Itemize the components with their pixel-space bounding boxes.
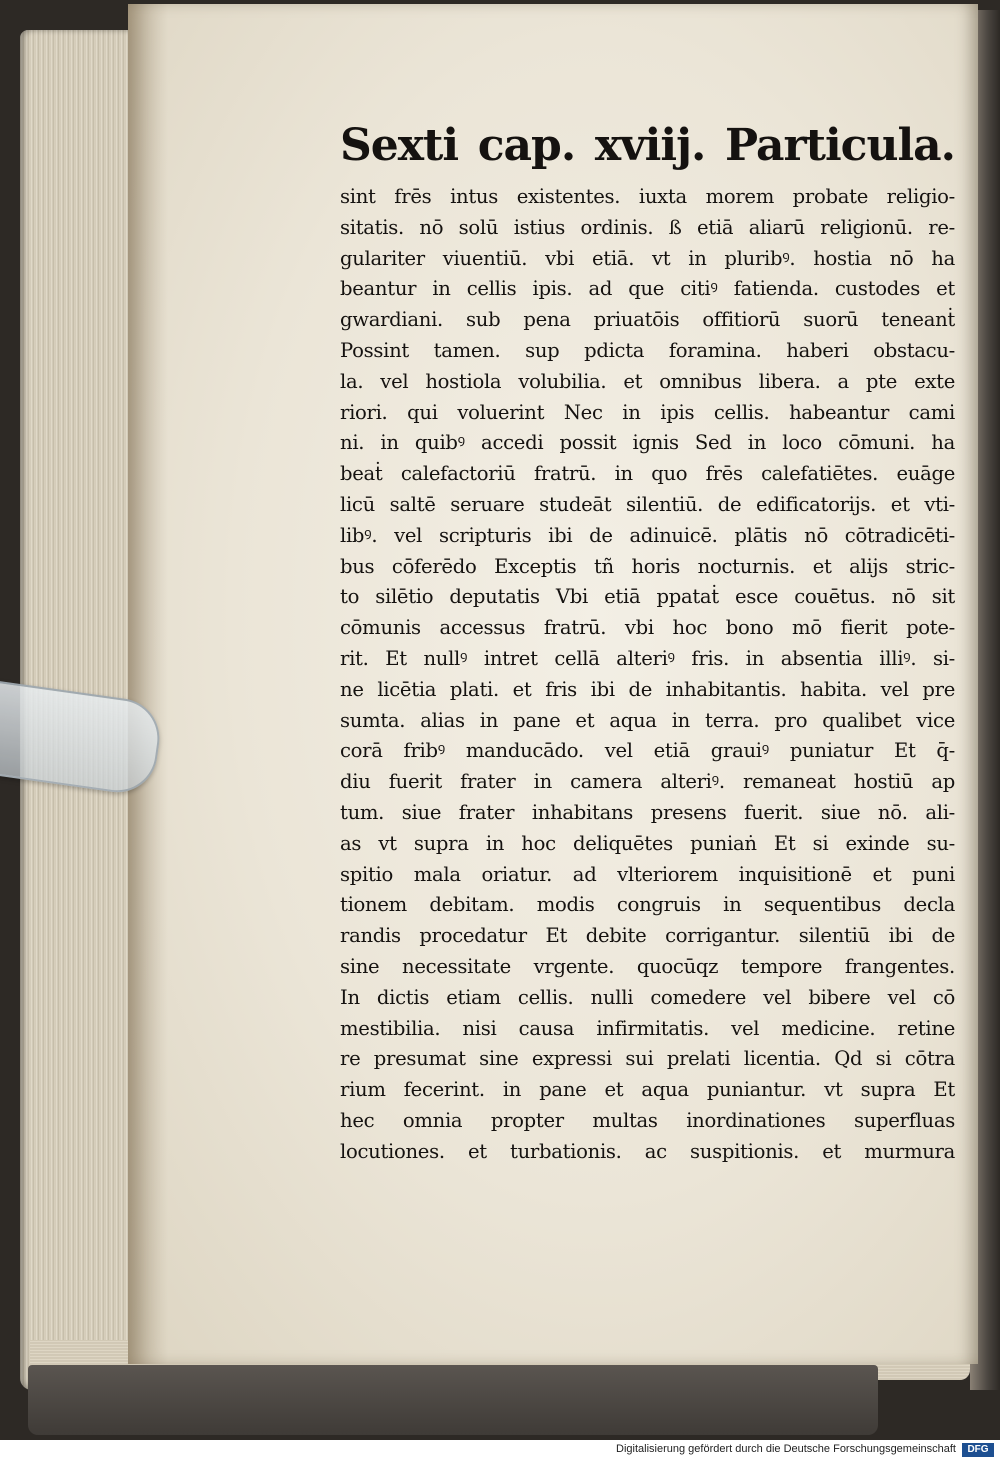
text-line: as vt supra in hoc deliquētes puniaṅ Et si exinde su-	[340, 831, 955, 855]
text-line: gulariter viuentiū. vbi etiā. vt in pluribꝰ. hostia nō ha	[340, 246, 955, 270]
text-line: ni. in quibꝰ accedi possit ignis Sed in loco cōmuni. ha	[340, 431, 955, 455]
text-line: beantur in cellis ipis. ad que citiꝰ fatienda. custodes et	[340, 277, 955, 301]
text-line: beaṫ calefactoriū fratrū. in quo frēs calefatiētes. euāge	[340, 462, 955, 486]
text-line: sint frēs intus existentes. iuxta morem probate religio-	[340, 185, 955, 208]
text-line: sine necessitate vrgente. quocūqz tempore frangentes.	[340, 954, 955, 978]
text-line: re presumat sine expressi sui prelati licentia. Qd si cōtra	[340, 1047, 955, 1071]
text-line: sumta. alias in pane et aqua in terra. pro qualibet vice	[340, 708, 955, 732]
footer-bar	[0, 1440, 1000, 1461]
text-line: corā fribꝰ manducādo. vel etiā grauiꝰ puniatur Et q̄-	[340, 739, 955, 763]
text-line: cōmunis accessus fratrū. vbi hoc bono mō fierit pote-	[340, 616, 955, 640]
text-line: randis procedatur Et debite corrigantur. silentiū ibi de	[340, 924, 955, 948]
text-line: spitio mala oriatur. ad vlteriorem inquisitionē et puni	[340, 862, 955, 886]
text-line: gwardiani. sub pena priuatōis offitiorū suorū teneanṫ	[340, 308, 955, 332]
text-line: locutiones. et turbationis. ac suspitionis. et murmura	[340, 1139, 955, 1163]
text-line: sitatis. nō solū istius ordinis. ß etiā aliarū religionū. re-	[340, 215, 955, 239]
text-line: hec omnia propter multas inordinationes superfluas	[340, 1108, 955, 1132]
printed-text-block	[340, 110, 955, 1168]
text-line: libꝰ. vel scripturis ibi de adinuicē. plātis nō cōtradicēti-	[340, 523, 955, 547]
text-line: rium fecerint. in pane et aqua puniantur. vt supra Et	[340, 1078, 955, 1102]
text-line: tum. siue frater inhabitans presens fuerit. siue nō. ali-	[340, 800, 955, 824]
gutter-shadow	[128, 4, 168, 1364]
text-line: In dictis etiam cellis. nulli comedere vel bibere vel cō	[340, 985, 955, 1009]
text-line: bus cōferēdo Exceptis tñ horis nocturnis. et alijs stric-	[340, 554, 955, 578]
book-cover	[28, 1365, 878, 1435]
running-heading: Sexti cap. xviij. Particula.	[340, 120, 955, 171]
funding-credit: Digitalisierung gefördert durch die Deutsche Forschungsgemeinschaft	[616, 1443, 956, 1455]
text-line: ne licētia plati. et fris ibi de inhabitantis. habita. vel pre	[340, 677, 955, 701]
text-line: la. vel hostiola volubilia. et omnibus libera. a pte exte	[340, 369, 955, 393]
text-line: rit. Et nullꝰ intret cellā alteriꝰ fris. in absentia illiꝰ. si-	[340, 646, 955, 670]
text-line: mestibilia. nisi causa infirmitatis. vel medicine. retine	[340, 1016, 955, 1040]
text-line: Possint tamen. sup pdicta foramina. haberi obstacu-	[340, 338, 955, 362]
dfg-logo: DFG	[962, 1443, 994, 1457]
text-line: riori. qui voluerint Nec in ipis cellis. habeantur cami	[340, 400, 955, 424]
text-line: licū saltē seruare studeāt silentiū. de edificatorijs. et vti-	[340, 492, 955, 516]
text-lines	[340, 182, 955, 1168]
text-line: diu fuerit frater in camera alteriꝰ. remaneat hostiū ap	[340, 770, 955, 794]
text-line: to silētio deputatis Vbi etiā ppataṫ esce couētus. nō sit	[340, 585, 955, 609]
text-line: tionem debitam. modis congruis in sequentibus decla	[340, 893, 955, 917]
